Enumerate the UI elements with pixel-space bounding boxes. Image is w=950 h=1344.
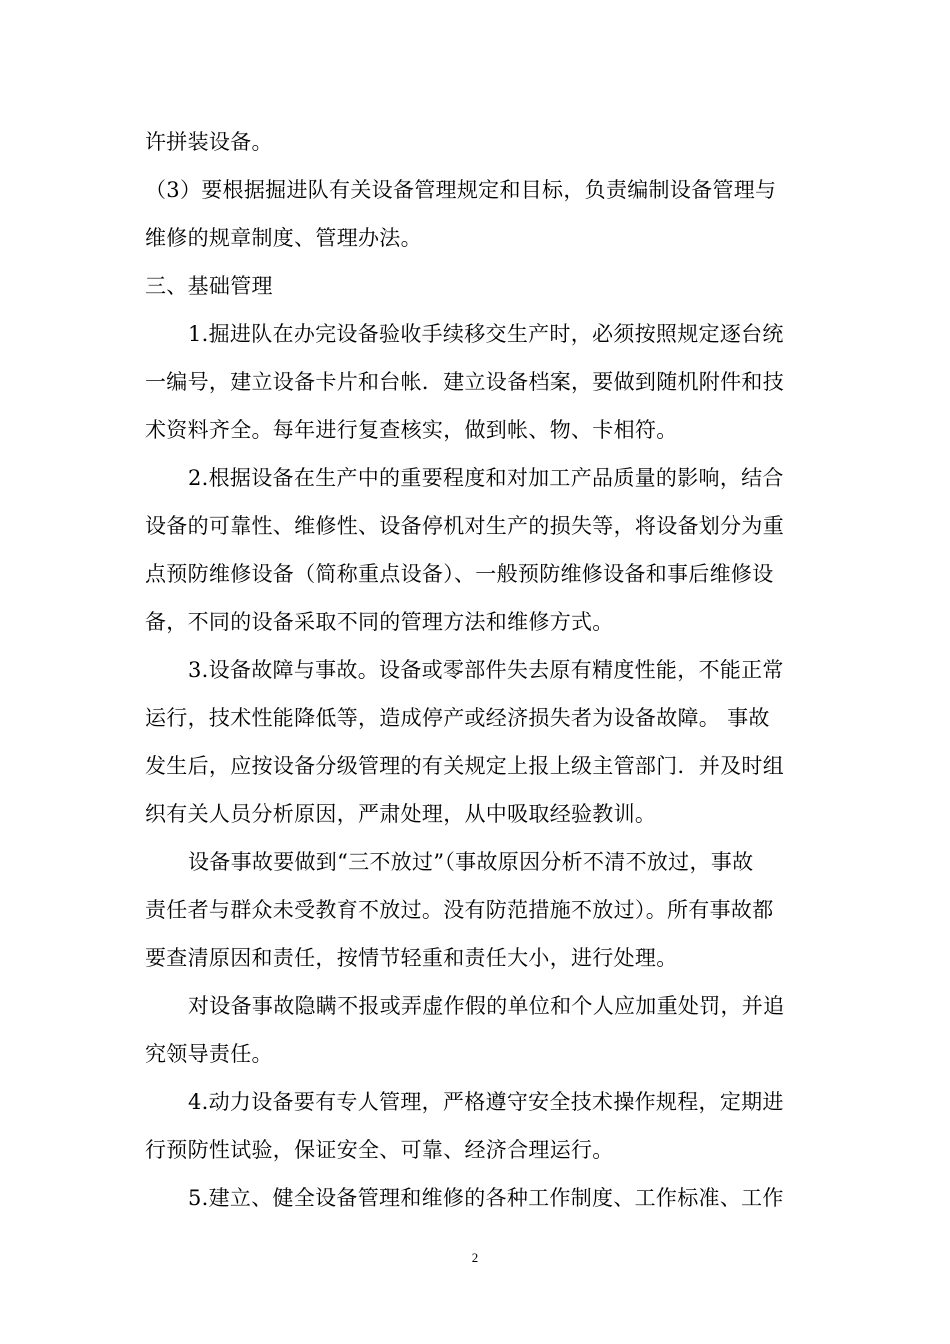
text-line: 发生后，应按设备分级管理的有关规定上报上级主管部门．并及时组 [145, 754, 784, 778]
text-line: 1.掘进队在办完设备验收手续移交生产时，必须按照规定逐台统 [188, 322, 784, 346]
text-line: 责任者与群众未受教育不放过。没有防范措施不放过）。所有事故都 [145, 898, 774, 922]
text-line: 许拼装设备。 [145, 130, 273, 154]
text-line: 运行，技术性能降低等，造成停产或经济损失者为设备故障。 事故 [145, 706, 770, 730]
text-line: 要查清原因和责任，按情节轻重和责任大小，进行处理。 [145, 946, 678, 970]
text-line: 备，不同的设备采取不同的管理方法和维修方式。 [145, 610, 614, 634]
text-line: 一编号，建立设备卡片和台帐．建立设备档案，要做到随机附件和技 [145, 370, 784, 394]
text-line: 究领导责任。 [145, 1042, 273, 1066]
text-line: 行预防性试验，保证安全、可靠、经济合理运行。 [145, 1138, 614, 1162]
text-line: 设备的可靠性、维修性、设备停机对生产的损失等，将设备划分为重 [145, 514, 784, 538]
text-line: 5.建立、健全设备管理和维修的各种工作制度、工作标准、工作 [188, 1186, 784, 1210]
page-number: 2 [471, 1250, 479, 1265]
text-line: 4.动力设备要有专人管理，严格遵守安全技术操作规程，定期进 [188, 1090, 784, 1114]
text-line: 点预防维修设备（简称重点设备）、一般预防维修设备和事后维修设 [145, 562, 774, 586]
text-line: 维修的规章制度、管理办法。 [145, 226, 422, 250]
text-line: 设备事故要做到“三不放过”（事故原因分析不清不放过，事故 [188, 850, 754, 874]
text-line: 织有关人员分析原因，严肃处理，从中吸取经验教训。 [145, 802, 657, 826]
text-line: 2.根据设备在生产中的重要程度和对加工产品质量的影响，结合 [188, 466, 784, 490]
text-line: 对设备事故隐瞒不报或弄虚作假的单位和个人应加重处罚，并追 [188, 994, 785, 1018]
text-line: 术资料齐全。每年进行复查核实，做到帐、物、卡相符。 [145, 418, 678, 442]
text-line: 3.设备故障与事故。设备或零部件失去原有精度性能，不能正常 [188, 658, 784, 682]
section-heading: 三、基础管理 [145, 274, 273, 298]
text-line: （3）要根据掘进队有关设备管理规定和目标，负责编制设备管理与 [145, 178, 777, 202]
